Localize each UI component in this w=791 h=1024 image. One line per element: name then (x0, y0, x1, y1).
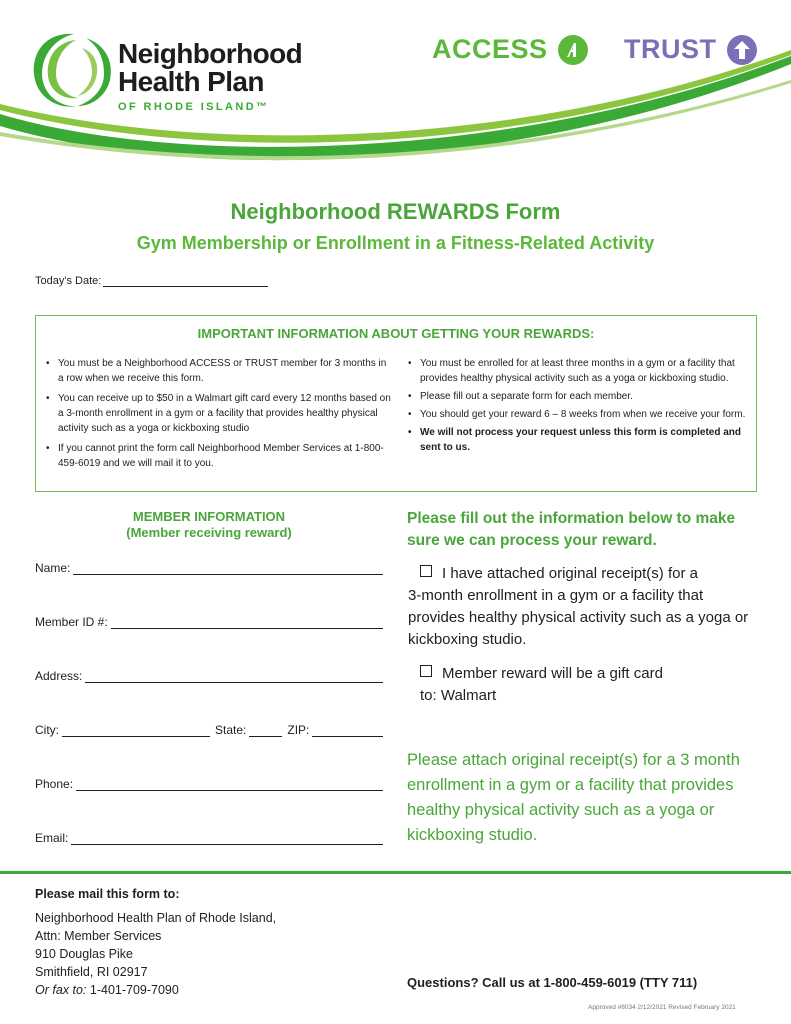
todays-date-field[interactable] (103, 275, 268, 287)
info-item: • You must be a Neighborhood ACCESS or TRUST member for 3 months in a row when we receive this form. (46, 356, 391, 386)
info-item: • If you cannot print the form call Neighborhood Member Services at 1-800-459-6019 and we will mail it to you. (46, 441, 391, 471)
mail-line: Smithfield, RI 02917 (35, 965, 148, 979)
zip-label: ZIP: (287, 723, 310, 737)
address-field[interactable] (85, 669, 383, 683)
important-info-box (35, 315, 757, 492)
logo-line-1: Neighborhood (118, 38, 303, 69)
footer-divider (0, 871, 791, 874)
important-info-heading: IMPORTANT INFORMATION ABOUT GETTING YOUR REWARDS: (197, 326, 595, 341)
info-item: • You can receive up to $50 in a Walmart gift card every 12 months based on a 3-month enrollment in a gym or a facility that provides healthy physical activity such as a yoga or kickboxing studio (46, 391, 391, 436)
gift-card-destination: to: Walmart (420, 687, 497, 704)
state-label: State: (215, 723, 247, 737)
phone-label: Phone: (35, 777, 74, 791)
email-label: Email: (35, 831, 69, 845)
trust-label: TRUST (624, 34, 717, 64)
name-field[interactable] (73, 561, 383, 575)
todays-date-label: Today's Date: (35, 275, 102, 287)
info-item: • Please fill out a separate form for each member. (408, 389, 748, 404)
mail-heading: Please mail this form to: (35, 887, 180, 901)
member-id-field[interactable] (111, 615, 383, 629)
approval-note: Approved #8034 2/12/2021 Revised February 2021 (588, 1004, 736, 1011)
state-field[interactable] (249, 723, 282, 737)
member-info-subtitle: (Member receiving reward) (126, 525, 292, 540)
gift-card-checkbox[interactable] (420, 665, 432, 677)
receipt-attached-checkbox[interactable] (420, 565, 432, 577)
fax-number: 1-401-709-7090 (86, 983, 179, 997)
address-label: Address: (35, 669, 83, 683)
phone-field[interactable] (76, 777, 383, 791)
attach-receipt-note: Please attach original receipt(s) for a 3 month enrollment in a gym or a facility that provides healthy physical activity such as a yoga or kickboxing studio. (407, 751, 740, 844)
phone-row (35, 777, 383, 791)
gift-card-checkbox-block (420, 663, 760, 707)
name-row (35, 561, 383, 575)
access-label: ACCESS (432, 34, 548, 64)
address-row (35, 669, 383, 683)
info-list-left (46, 356, 391, 476)
email-row (35, 831, 383, 845)
info-item: • We will not process your request unless this form is completed and sent to us. (408, 425, 748, 455)
info-item: • You must be enrolled for at least three months in a gym or a facility that provides healthy physical activity such as a yoga or kickboxing studio. (408, 356, 748, 386)
mail-line: Attn: Member Services (35, 929, 162, 943)
header-swoosh (0, 50, 791, 180)
logo-line-3: OF RHODE ISLAND™ (118, 101, 270, 113)
city-label: City: (35, 723, 59, 737)
todays-date-row (35, 275, 268, 287)
city-field[interactable] (62, 723, 210, 737)
fax-line (35, 981, 276, 999)
process-reward-heading: Please fill out the information below to make sure we can process your reward. (407, 510, 736, 549)
zip-field[interactable] (312, 723, 383, 737)
form-subtitle: Gym Membership or Enrollment in a Fitness-Related Activity (136, 233, 655, 253)
member-id-row (35, 615, 383, 629)
receipt-checkbox-label: I have attached original receipt(s) for a (442, 565, 698, 582)
questions-contact: Questions? Call us at 1-800-459-6019 (TTY 711) (407, 975, 698, 990)
mailing-address (35, 909, 276, 999)
form-title: Neighborhood REWARDS Form (230, 199, 561, 224)
email-field[interactable] (71, 831, 383, 845)
info-list-right (408, 356, 748, 458)
city-state-zip-row (35, 723, 383, 737)
member-info-title: MEMBER INFORMATION (132, 509, 286, 524)
info-item: • You should get your reward 6 – 8 weeks from when we receive your form. (408, 407, 748, 422)
member-id-label: Member ID #: (35, 615, 108, 629)
fax-prefix: Or fax to: (35, 983, 87, 997)
name-label: Name: (35, 561, 71, 575)
gift-card-checkbox-label: Member reward will be a gift card (442, 665, 663, 682)
receipt-checkbox-block (408, 563, 760, 651)
mail-line: Neighborhood Health Plan of Rhode Island, (35, 911, 277, 925)
receipt-checkbox-description: 3-month enrollment in a gym or a facility that provides healthy physical activity such as a yoga or kickboxing studio. (408, 587, 749, 648)
mail-line: 910 Douglas Pike (35, 947, 133, 961)
member-info-heading (35, 509, 383, 541)
logo-line-2: Health Plan (118, 66, 264, 97)
